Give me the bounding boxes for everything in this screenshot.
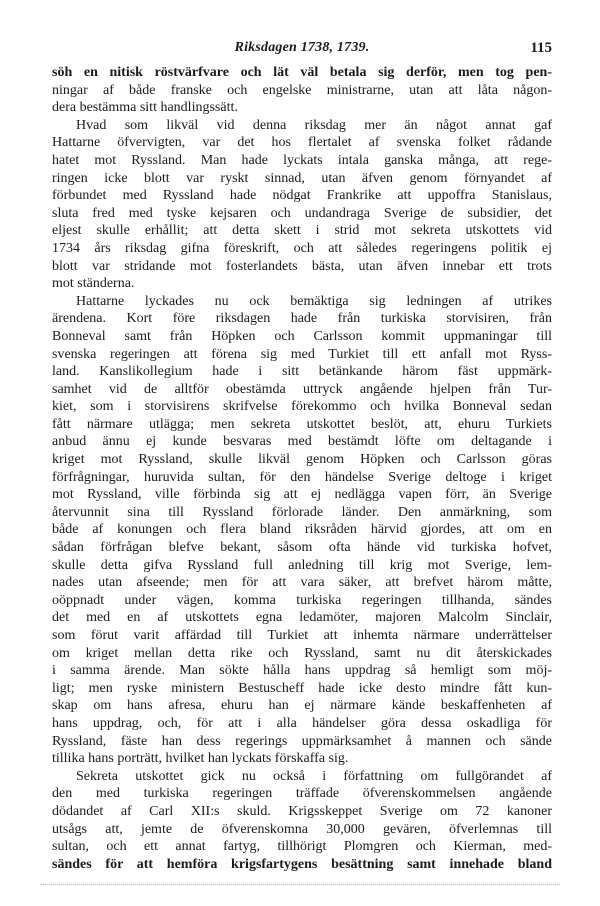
text-line: dödandet af Carl XII:s skuld. Krigsskeppet Sverige om 72 kanoner bbox=[52, 803, 552, 819]
body-text bbox=[52, 64, 552, 873]
text-line: dera bestämma sitt handlingssätt. bbox=[52, 100, 238, 116]
text-line: samhet vid de alltför obestämda uttryck angående hjelpen från Tur- bbox=[52, 381, 552, 397]
text-line: Sekreta utskottet gick nu också i författning om fullgörandet af bbox=[76, 768, 552, 784]
text-line: både af konungen och flera bland riksråden härvid gjordes, att om en bbox=[52, 522, 552, 538]
text-line: skap om hans afresa, ehuru han ej närmare kände beskaffenheten af bbox=[52, 698, 552, 714]
page-number: 115 bbox=[530, 40, 552, 56]
text-line: återvunnit sina till Ryssland förlorade länder. Den anmärkning, som bbox=[52, 504, 552, 520]
text-line: den med turkiska regeringen träffade öfverenskommelsen angående bbox=[52, 786, 552, 802]
text-line: sändes för att hemföra krigsfartygens besättning samt innehade bland bbox=[52, 856, 552, 872]
text-line: sultan, och ett annat fartyg, tillhörigt Plomgren och Kierman, med- bbox=[52, 839, 552, 855]
text-line: mot ständerna. bbox=[52, 276, 135, 292]
scan-edge-divider bbox=[40, 884, 560, 886]
text-line: eljest skulle erhållit; att detta skett i strid mot sekreta utskottets vid bbox=[52, 223, 552, 239]
text-line: kriget mot Ryssland, skulle likväl genom Höpken och Carlsson göras bbox=[52, 452, 552, 468]
text-line: Ryssland, fäste han dess regerings uppmärksamhet å mannen och sände bbox=[52, 733, 552, 749]
text-line: ningar af både franske och engelske ministrarne, utan att låta någon- bbox=[52, 82, 552, 98]
text-line: tillika hans porträtt, hvilket han lyckats förskaffa sig. bbox=[52, 751, 349, 767]
text-line: söh en nitisk röstvärfvare och lät väl betala sig derför, men tog pen- bbox=[52, 65, 552, 80]
text-line: förfrågningar, huruvida sultan, för den händelse Sverige deltoge i kriget bbox=[52, 469, 552, 485]
text-line: blott var stridande mot fosterlandets bästa, utan äfven innebar ett trots bbox=[52, 258, 552, 274]
text-line: svenska regeringen att förena sig med Turkiet till ett anfall mot Ryss- bbox=[52, 346, 552, 362]
text-line: Hattarne öfvervigten, var det hos flertalet af svenska folket rådande bbox=[52, 135, 552, 151]
text-line: i samma ärende. Man sökte hålla hans uppdrag så hemligt som möj- bbox=[52, 663, 552, 679]
text-line: som förut varit affärdad till Turkiet att inhemta närmare underrättelser bbox=[52, 628, 552, 643]
text-line: hatet mot Ryssland. Man hade lyckats intala ganska många, att rege- bbox=[52, 152, 552, 168]
text-line: sådan förfrågan blefve bekant, såsom ofta hände vid turkiska hofvet, bbox=[52, 540, 552, 556]
text-line: Hattarne lyckades nu ock bemäktiga sig ledningen af utrikes bbox=[76, 293, 552, 309]
text-line: fått närmare utlägga; men sekreta utskottet beslöt, att, ehuru Turkiets bbox=[52, 416, 552, 432]
text-line: land. Kanslikollegium hade i sitt betänkande härom fäst uppmärk- bbox=[52, 364, 552, 380]
text-line: ligt; men ryske ministern Bestuscheff hade icke desto mindre fått kun- bbox=[52, 680, 552, 696]
text-line: nades utan afseende; men för att vara säker, att brefvet härom måtte, bbox=[52, 575, 552, 591]
text-line: oöppnadt under vägen, komma turkiska regeringen tillhanda, sändes bbox=[52, 592, 552, 608]
text-line: ringen icke blott var ryskt sinnad, utan äfven genom förnyandet af bbox=[52, 170, 552, 186]
text-line: förbundet med Ryssland hade nödgat Frankrike att uppoffra Stanislaus, bbox=[52, 188, 552, 204]
text-line: Bonneval samt från Höpken och Carlsson kommit uppmaningar till bbox=[52, 328, 552, 344]
text-line: anbud ännu ej kunde besvaras med bestämdt löfte om deltagande i bbox=[52, 434, 552, 450]
text-line: sluta fred med tyske kejsaren och undandraga Sverige de subsidier, det bbox=[52, 205, 552, 221]
text-line: ärendena. Kort före riksdagen hade från turkiska storvisiren, från bbox=[52, 311, 552, 327]
text-line: utsågs att, jemte de öfverenskomna 30,000 gevären, öfverlemnas till bbox=[52, 821, 552, 837]
text-line: 1734 års riksdag gifna föreskrift, och att således regeringens politik ej bbox=[52, 240, 552, 256]
text-line: det med en af utskottets egna ledamöter, majoren Malcolm Sinclair, bbox=[52, 610, 552, 626]
text-line: kiet, som i storvisirens skrifvelse förekommo och hvilka Bonneval sedan bbox=[52, 399, 552, 415]
text-line: Hvad som likväl vid denna riksdag mer än något annat gaf bbox=[76, 117, 552, 133]
running-title: Riksdagen 1738, 1739. bbox=[234, 40, 370, 55]
text-line: mot Ryssland, ville förbinda sig att ej nedlägga vapen förr, än Sverige bbox=[52, 487, 552, 503]
text-line: skulle detta gifva Ryssland full anledning till krig mot Sverige, lem- bbox=[52, 557, 552, 573]
text-line: om kriget mellan detta rike och Ryssland, samt nu dit återskickades bbox=[52, 645, 552, 661]
text-line: hans uppdrag, och, för att i alla händelser göra dessa oskadliga för bbox=[52, 715, 552, 731]
running-head bbox=[52, 40, 552, 62]
